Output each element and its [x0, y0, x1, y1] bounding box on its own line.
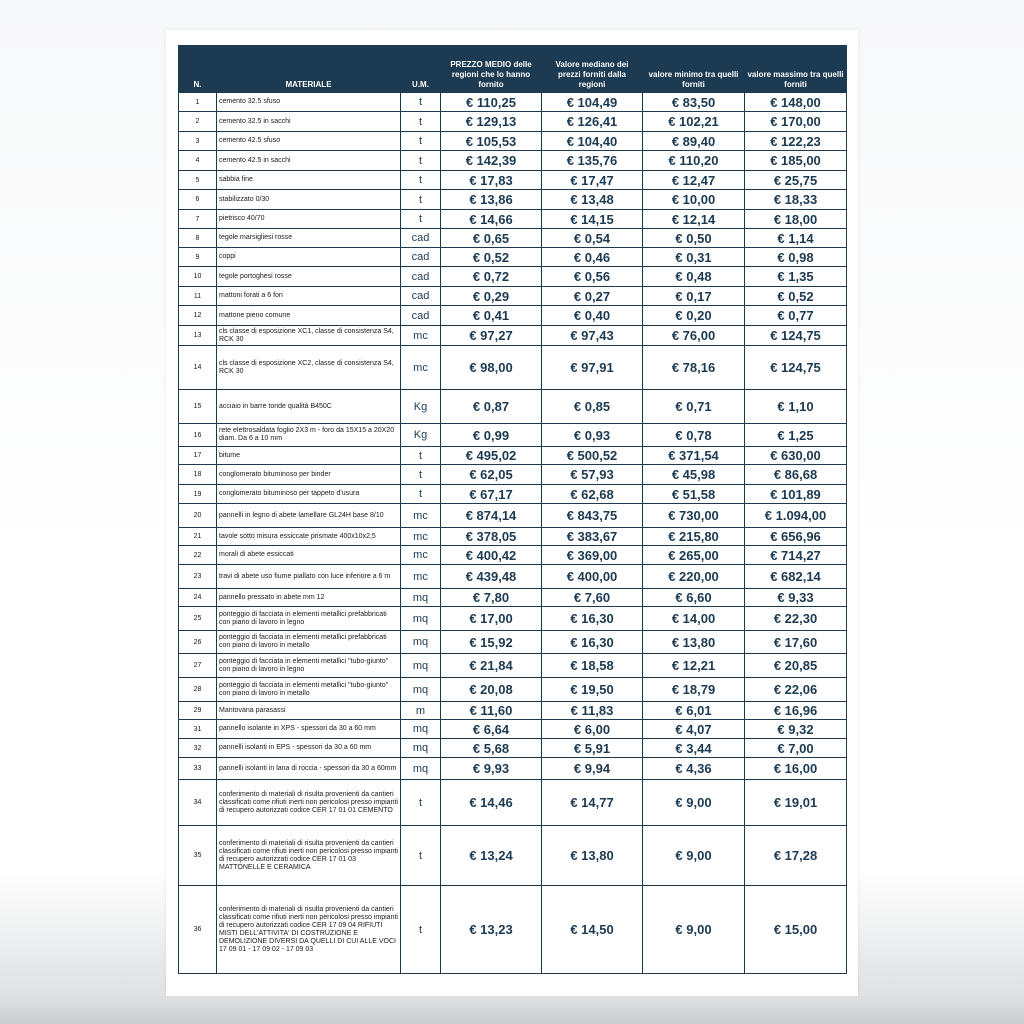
- max-price: € 148,00: [745, 93, 847, 112]
- table-row: [179, 171, 847, 190]
- unit-of-measure: cad: [401, 229, 441, 248]
- table-row: [179, 702, 847, 720]
- table-row: [179, 390, 847, 424]
- unit-of-measure: mq: [401, 607, 441, 631]
- max-price: € 15,00: [745, 886, 847, 974]
- avg-price: € 495,02: [441, 447, 542, 465]
- median-price: € 0,27: [542, 287, 643, 306]
- max-price: € 17,28: [745, 826, 847, 886]
- table-row: [179, 739, 847, 758]
- unit-of-measure: mq: [401, 678, 441, 702]
- max-price: € 1,25: [745, 424, 847, 447]
- material-description: rete elettrosaldata foglio 2X3 m - foro da 15X15 a 20X20 diam. Da 6 a 10 mm: [217, 424, 401, 447]
- table-row: [179, 306, 847, 326]
- material-description: tegole portoghesi rosse: [217, 267, 401, 287]
- max-price: € 124,75: [745, 346, 847, 390]
- unit-of-measure: mc: [401, 504, 441, 528]
- avg-price: € 13,86: [441, 190, 542, 210]
- avg-price: € 21,84: [441, 654, 542, 678]
- min-price: € 45,98: [643, 465, 745, 485]
- median-price: € 14,15: [542, 210, 643, 229]
- max-price: € 9,32: [745, 720, 847, 739]
- min-price: € 78,16: [643, 346, 745, 390]
- material-description: ponteggio di facciata in elementi metallici prefabbricati con piano di lavoro in metallo: [217, 631, 401, 654]
- min-price: € 0,17: [643, 287, 745, 306]
- min-price: € 9,00: [643, 886, 745, 974]
- table-body: [179, 93, 847, 974]
- unit-of-measure: t: [401, 171, 441, 190]
- avg-price: € 400,42: [441, 546, 542, 565]
- min-price: € 371,54: [643, 447, 745, 465]
- unit-of-measure: Kg: [401, 390, 441, 424]
- unit-of-measure: t: [401, 190, 441, 210]
- row-number: 17: [179, 447, 217, 465]
- median-price: € 0,46: [542, 248, 643, 267]
- min-price: € 6,60: [643, 589, 745, 607]
- max-price: € 714,27: [745, 546, 847, 565]
- header-n: N.: [179, 46, 217, 93]
- median-price: € 57,93: [542, 465, 643, 485]
- unit-of-measure: mq: [401, 739, 441, 758]
- max-price: € 1,10: [745, 390, 847, 424]
- max-price: € 19,01: [745, 780, 847, 826]
- material-description: tavole sotto misura essiccate prismate 400x10x2,5: [217, 528, 401, 546]
- header-max-price: valore massimo tra quelli forniti: [745, 46, 847, 93]
- unit-of-measure: t: [401, 151, 441, 171]
- material-description: conglomerato bituminoso per tappeto d'usura: [217, 485, 401, 504]
- avg-price: € 13,23: [441, 886, 542, 974]
- row-number: 19: [179, 485, 217, 504]
- avg-price: € 97,27: [441, 326, 542, 346]
- table-row: [179, 190, 847, 210]
- unit-of-measure: t: [401, 447, 441, 465]
- header-median-price: Valore mediano dei prezzi forniti dalla regioni: [542, 46, 643, 93]
- max-price: € 656,96: [745, 528, 847, 546]
- max-price: € 630,00: [745, 447, 847, 465]
- material-description: cemento 42.5 sfuso: [217, 132, 401, 151]
- material-description: stabilizzato 0/30: [217, 190, 401, 210]
- row-number: 31: [179, 720, 217, 739]
- table-row: [179, 565, 847, 589]
- table-row: [179, 886, 847, 974]
- avg-price: € 5,68: [441, 739, 542, 758]
- avg-price: € 439,48: [441, 565, 542, 589]
- row-number: 24: [179, 589, 217, 607]
- unit-of-measure: mc: [401, 546, 441, 565]
- table-row: [179, 607, 847, 631]
- avg-price: € 129,13: [441, 112, 542, 132]
- material-description: mattoni forati a 6 fori: [217, 287, 401, 306]
- table-row: [179, 248, 847, 267]
- unit-of-measure: cad: [401, 306, 441, 326]
- material-description: cemento 42.5 in sacchi: [217, 151, 401, 171]
- avg-price: € 20,08: [441, 678, 542, 702]
- table-row: [179, 346, 847, 390]
- material-description: cls classe di esposizione XC1, classe di consistenza S4, RCK 30: [217, 326, 401, 346]
- min-price: € 12,21: [643, 654, 745, 678]
- min-price: € 12,47: [643, 171, 745, 190]
- max-price: € 18,00: [745, 210, 847, 229]
- unit-of-measure: t: [401, 93, 441, 112]
- max-price: € 0,77: [745, 306, 847, 326]
- min-price: € 9,00: [643, 826, 745, 886]
- table-row: [179, 151, 847, 171]
- avg-price: € 14,66: [441, 210, 542, 229]
- material-description: pannello pressato in abete mm 12: [217, 589, 401, 607]
- unit-of-measure: mq: [401, 758, 441, 780]
- max-price: € 86,68: [745, 465, 847, 485]
- min-price: € 12,14: [643, 210, 745, 229]
- material-description: coppi: [217, 248, 401, 267]
- row-number: 7: [179, 210, 217, 229]
- row-number: 2: [179, 112, 217, 132]
- table-row: [179, 826, 847, 886]
- avg-price: € 378,05: [441, 528, 542, 546]
- table-header-row: [179, 46, 847, 93]
- max-price: € 22,30: [745, 607, 847, 631]
- min-price: € 9,00: [643, 780, 745, 826]
- min-price: € 4,07: [643, 720, 745, 739]
- unit-of-measure: t: [401, 780, 441, 826]
- avg-price: € 0,29: [441, 287, 542, 306]
- max-price: € 1.094,00: [745, 504, 847, 528]
- table-row: [179, 112, 847, 132]
- material-description: pannelli in legno di abete lamellare GL24H base 8/10: [217, 504, 401, 528]
- material-description: ponteggio di facciata in elementi metallici "tubo-giunto" con piano di lavoro in metallo: [217, 678, 401, 702]
- avg-price: € 0,65: [441, 229, 542, 248]
- table-row: [179, 654, 847, 678]
- table-row: [179, 132, 847, 151]
- material-description: Mantovana parasassi: [217, 702, 401, 720]
- header-um: U.M.: [401, 46, 441, 93]
- avg-price: € 0,87: [441, 390, 542, 424]
- min-price: € 14,00: [643, 607, 745, 631]
- table-row: [179, 424, 847, 447]
- avg-price: € 13,24: [441, 826, 542, 886]
- row-number: 12: [179, 306, 217, 326]
- avg-price: € 7,80: [441, 589, 542, 607]
- unit-of-measure: cad: [401, 248, 441, 267]
- row-number: 36: [179, 886, 217, 974]
- material-description: cemento 32.5 in sacchi: [217, 112, 401, 132]
- avg-price: € 98,00: [441, 346, 542, 390]
- table-row: [179, 287, 847, 306]
- unit-of-measure: mq: [401, 631, 441, 654]
- unit-of-measure: mq: [401, 589, 441, 607]
- unit-of-measure: mq: [401, 654, 441, 678]
- table-row: [179, 465, 847, 485]
- avg-price: € 15,92: [441, 631, 542, 654]
- median-price: € 19,50: [542, 678, 643, 702]
- max-price: € 124,75: [745, 326, 847, 346]
- avg-price: € 67,17: [441, 485, 542, 504]
- table-row: [179, 326, 847, 346]
- unit-of-measure: Kg: [401, 424, 441, 447]
- row-number: 18: [179, 465, 217, 485]
- max-price: € 0,98: [745, 248, 847, 267]
- min-price: € 215,80: [643, 528, 745, 546]
- min-price: € 220,00: [643, 565, 745, 589]
- avg-price: € 0,99: [441, 424, 542, 447]
- median-price: € 0,93: [542, 424, 643, 447]
- row-number: 35: [179, 826, 217, 886]
- table-row: [179, 780, 847, 826]
- max-price: € 1,14: [745, 229, 847, 248]
- table-row: [179, 504, 847, 528]
- median-price: € 18,58: [542, 654, 643, 678]
- median-price: € 5,91: [542, 739, 643, 758]
- unit-of-measure: cad: [401, 287, 441, 306]
- median-price: € 0,85: [542, 390, 643, 424]
- max-price: € 682,14: [745, 565, 847, 589]
- unit-of-measure: mc: [401, 326, 441, 346]
- unit-of-measure: t: [401, 485, 441, 504]
- table-row: [179, 678, 847, 702]
- row-number: 14: [179, 346, 217, 390]
- median-price: € 0,56: [542, 267, 643, 287]
- material-description: conferimento di materiali di risulta provenienti da cantieri classificati come rifiuti inerti non pericolosi presso impianti di recupero autorizzati codice CER 17 01 01 CEMENTO: [217, 780, 401, 826]
- median-price: € 126,41: [542, 112, 643, 132]
- median-price: € 16,30: [542, 631, 643, 654]
- row-number: 9: [179, 248, 217, 267]
- max-price: € 22,06: [745, 678, 847, 702]
- min-price: € 0,31: [643, 248, 745, 267]
- material-description: pietrisco 40/70: [217, 210, 401, 229]
- material-description: conferimento di materiali di risulta provenienti da cantieri classificati come rifiuti inerti non pericolosi presso impianti di recupero autorizzati codice CER 17 01 03 MATTONELLE E CERAMICA: [217, 826, 401, 886]
- row-number: 1: [179, 93, 217, 112]
- table-row: [179, 720, 847, 739]
- header-material: MATERIALE: [217, 46, 401, 93]
- min-price: € 265,00: [643, 546, 745, 565]
- table-row: [179, 546, 847, 565]
- row-number: 4: [179, 151, 217, 171]
- avg-price: € 14,46: [441, 780, 542, 826]
- min-price: € 10,00: [643, 190, 745, 210]
- row-number: 34: [179, 780, 217, 826]
- max-price: € 1,35: [745, 267, 847, 287]
- max-price: € 0,52: [745, 287, 847, 306]
- header-avg-price: PREZZO MEDIO delle regioni che lo hanno fornito: [441, 46, 542, 93]
- row-number: 32: [179, 739, 217, 758]
- median-price: € 843,75: [542, 504, 643, 528]
- max-price: € 18,33: [745, 190, 847, 210]
- median-price: € 14,50: [542, 886, 643, 974]
- row-number: 16: [179, 424, 217, 447]
- table-row: [179, 447, 847, 465]
- avg-price: € 874,14: [441, 504, 542, 528]
- table-row: [179, 758, 847, 780]
- median-price: € 16,30: [542, 607, 643, 631]
- median-price: € 500,52: [542, 447, 643, 465]
- median-price: € 17,47: [542, 171, 643, 190]
- avg-price: € 11,60: [441, 702, 542, 720]
- material-description: travi di abete uso fiume piallato con luce inferiore a 6 m: [217, 565, 401, 589]
- min-price: € 0,78: [643, 424, 745, 447]
- table-row: [179, 229, 847, 248]
- max-price: € 185,00: [745, 151, 847, 171]
- median-price: € 97,91: [542, 346, 643, 390]
- table-row: [179, 631, 847, 654]
- avg-price: € 105,53: [441, 132, 542, 151]
- median-price: € 383,67: [542, 528, 643, 546]
- max-price: € 122,23: [745, 132, 847, 151]
- unit-of-measure: cad: [401, 267, 441, 287]
- min-price: € 0,71: [643, 390, 745, 424]
- row-number: 3: [179, 132, 217, 151]
- min-price: € 89,40: [643, 132, 745, 151]
- unit-of-measure: mc: [401, 528, 441, 546]
- median-price: € 135,76: [542, 151, 643, 171]
- max-price: € 16,00: [745, 758, 847, 780]
- material-description: conferimento di materiali di risulta provenienti da cantieri classificati come rifiuti inerti non pericolosi presso impianti di recupero autorizzati codice CER 17 09 04 RIFIUTI MISTI DELL'ATTIVITA' DI COSTRUZIONE E DEMOLIZIONE DIVERSI DA QUELLI DI CUI ALLE VOCI 17 09 01 - 17 09 02 - 17 09 03: [217, 886, 401, 974]
- row-number: 25: [179, 607, 217, 631]
- median-price: € 13,80: [542, 826, 643, 886]
- table-row: [179, 93, 847, 112]
- avg-price: € 0,72: [441, 267, 542, 287]
- row-number: 20: [179, 504, 217, 528]
- avg-price: € 17,00: [441, 607, 542, 631]
- median-price: € 6,00: [542, 720, 643, 739]
- row-number: 27: [179, 654, 217, 678]
- material-description: ponteggio di facciata in elementi metallici "tubo-giunto" con piano di lavoro in legno: [217, 654, 401, 678]
- min-price: € 76,00: [643, 326, 745, 346]
- max-price: € 101,89: [745, 485, 847, 504]
- min-price: € 110,20: [643, 151, 745, 171]
- unit-of-measure: mq: [401, 720, 441, 739]
- median-price: € 62,68: [542, 485, 643, 504]
- table-row: [179, 528, 847, 546]
- row-number: 28: [179, 678, 217, 702]
- min-price: € 18,79: [643, 678, 745, 702]
- min-price: € 83,50: [643, 93, 745, 112]
- max-price: € 7,00: [745, 739, 847, 758]
- row-number: 10: [179, 267, 217, 287]
- min-price: € 4,36: [643, 758, 745, 780]
- material-description: cls classe di esposizione XC2, classe di consistenza S4, RCK 30: [217, 346, 401, 390]
- avg-price: € 9,93: [441, 758, 542, 780]
- row-number: 26: [179, 631, 217, 654]
- median-price: € 0,40: [542, 306, 643, 326]
- unit-of-measure: t: [401, 465, 441, 485]
- unit-of-measure: m: [401, 702, 441, 720]
- unit-of-measure: t: [401, 826, 441, 886]
- material-description: bitume: [217, 447, 401, 465]
- median-price: € 14,77: [542, 780, 643, 826]
- median-price: € 104,40: [542, 132, 643, 151]
- row-number: 21: [179, 528, 217, 546]
- min-price: € 6,01: [643, 702, 745, 720]
- row-number: 22: [179, 546, 217, 565]
- unit-of-measure: t: [401, 210, 441, 229]
- material-description: cemento 32.5 sfuso: [217, 93, 401, 112]
- table-row: [179, 210, 847, 229]
- page-bottom-shadow: [0, 996, 1024, 1024]
- row-number: 33: [179, 758, 217, 780]
- avg-price: € 0,52: [441, 248, 542, 267]
- min-price: € 0,20: [643, 306, 745, 326]
- material-description: morali di abete essiccati: [217, 546, 401, 565]
- median-price: € 0,54: [542, 229, 643, 248]
- avg-price: € 62,05: [441, 465, 542, 485]
- avg-price: € 6,64: [441, 720, 542, 739]
- price-table: [178, 45, 847, 974]
- max-price: € 170,00: [745, 112, 847, 132]
- row-number: 23: [179, 565, 217, 589]
- material-description: tegole marsigliesi rosse: [217, 229, 401, 248]
- material-description: pannelli isolanti in EPS - spessori da 30 a 60 mm: [217, 739, 401, 758]
- material-description: conglomerato bituminoso per binder: [217, 465, 401, 485]
- median-price: € 13,48: [542, 190, 643, 210]
- max-price: € 9,33: [745, 589, 847, 607]
- row-number: 29: [179, 702, 217, 720]
- row-number: 8: [179, 229, 217, 248]
- avg-price: € 17,83: [441, 171, 542, 190]
- max-price: € 20,85: [745, 654, 847, 678]
- max-price: € 25,75: [745, 171, 847, 190]
- table-row: [179, 267, 847, 287]
- min-price: € 102,21: [643, 112, 745, 132]
- row-number: 5: [179, 171, 217, 190]
- material-description: acciaio in barre tonde qualità B450C: [217, 390, 401, 424]
- median-price: € 9,94: [542, 758, 643, 780]
- median-price: € 7,60: [542, 589, 643, 607]
- material-description: sabbia fine: [217, 171, 401, 190]
- max-price: € 16,96: [745, 702, 847, 720]
- row-number: 11: [179, 287, 217, 306]
- min-price: € 51,58: [643, 485, 745, 504]
- unit-of-measure: mc: [401, 565, 441, 589]
- unit-of-measure: t: [401, 886, 441, 974]
- material-description: ponteggio di facciata in elementi metallici prefabbricati con piano di lavoro in legno: [217, 607, 401, 631]
- unit-of-measure: t: [401, 112, 441, 132]
- min-price: € 0,48: [643, 267, 745, 287]
- median-price: € 11,83: [542, 702, 643, 720]
- table-row: [179, 485, 847, 504]
- table-row: [179, 589, 847, 607]
- header-min-price: valore minimo tra quelli forniti: [643, 46, 745, 93]
- max-price: € 17,60: [745, 631, 847, 654]
- material-description: pannelli isolanti in lana di roccia - spessori da 30 a 60mm: [217, 758, 401, 780]
- unit-of-measure: t: [401, 132, 441, 151]
- avg-price: € 110,25: [441, 93, 542, 112]
- median-price: € 104,49: [542, 93, 643, 112]
- median-price: € 400,00: [542, 565, 643, 589]
- median-price: € 369,00: [542, 546, 643, 565]
- avg-price: € 0,41: [441, 306, 542, 326]
- min-price: € 13,80: [643, 631, 745, 654]
- row-number: 6: [179, 190, 217, 210]
- row-number: 15: [179, 390, 217, 424]
- unit-of-measure: mc: [401, 346, 441, 390]
- row-number: 13: [179, 326, 217, 346]
- min-price: € 3,44: [643, 739, 745, 758]
- min-price: € 730,00: [643, 504, 745, 528]
- material-description: pannello isolante in XPS - spessori da 30 a 60 mm: [217, 720, 401, 739]
- material-description: mattone pieno comune: [217, 306, 401, 326]
- min-price: € 0,50: [643, 229, 745, 248]
- median-price: € 97,43: [542, 326, 643, 346]
- avg-price: € 142,39: [441, 151, 542, 171]
